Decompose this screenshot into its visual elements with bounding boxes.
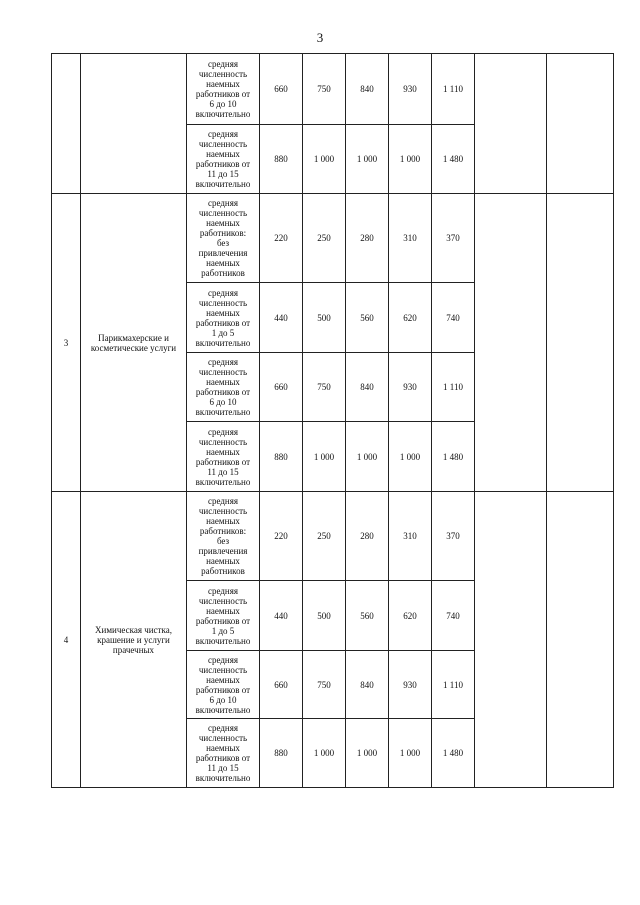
table-row: [52, 492, 614, 581]
value-cell: 310: [389, 492, 432, 581]
value-cell: 1 110: [432, 651, 475, 719]
page-number: 3: [316, 30, 324, 45]
value-cell: 250: [303, 492, 346, 581]
value-cell: 880: [260, 125, 303, 194]
value-cell: 930: [389, 651, 432, 719]
value-cell: 740: [432, 283, 475, 353]
value-cell: 220: [260, 492, 303, 581]
value-cell: 750: [303, 353, 346, 422]
value-cell: 1 110: [432, 54, 475, 125]
value-cell: 1 110: [432, 353, 475, 422]
value-cell: 1 480: [432, 125, 475, 194]
value-cell: 500: [303, 283, 346, 353]
empty-cell: [475, 194, 547, 492]
row-number: [52, 54, 81, 194]
value-cell: 250: [303, 194, 346, 283]
value-cell: 560: [346, 581, 389, 651]
value-cell: 1 480: [432, 719, 475, 788]
employee-count-description: средняя численность наемных работников: без привлечения наемных работников: [187, 194, 260, 283]
value-cell: 1 000: [303, 719, 346, 788]
employee-count-description: средняя численность наемных работников от 6 до 10 включительно: [187, 54, 260, 125]
value-cell: 440: [260, 283, 303, 353]
value-cell: 840: [346, 651, 389, 719]
tariff-table: [51, 53, 614, 788]
value-cell: 310: [389, 194, 432, 283]
employee-count-description: средняя численность наемных работников от 11 до 15 включительно: [187, 125, 260, 194]
service-name: Химическая чистка, крашение и услуги прачечных: [81, 492, 187, 788]
employee-count-description: средняя численность наемных работников от 11 до 15 включительно: [187, 422, 260, 492]
value-cell: 930: [389, 54, 432, 125]
empty-cell: [547, 492, 614, 788]
value-cell: 1 000: [346, 422, 389, 492]
value-cell: 750: [303, 651, 346, 719]
value-cell: 840: [346, 54, 389, 125]
value-cell: 370: [432, 492, 475, 581]
value-cell: 220: [260, 194, 303, 283]
empty-cell: [547, 194, 614, 492]
employee-count-description: средняя численность наемных работников: без привлечения наемных работников: [187, 492, 260, 581]
employee-count-description: средняя численность наемных работников от 6 до 10 включительно: [187, 353, 260, 422]
value-cell: 1 480: [432, 422, 475, 492]
empty-cell: [547, 54, 614, 194]
value-cell: 880: [260, 719, 303, 788]
value-cell: 560: [346, 283, 389, 353]
table-row: [52, 54, 614, 125]
value-cell: 1 000: [389, 422, 432, 492]
value-cell: 1 000: [389, 719, 432, 788]
employee-count-description: средняя численность наемных работников от 11 до 15 включительно: [187, 719, 260, 788]
value-cell: 750: [303, 54, 346, 125]
value-cell: 660: [260, 54, 303, 125]
value-cell: 1 000: [389, 125, 432, 194]
value-cell: 660: [260, 353, 303, 422]
value-cell: 280: [346, 492, 389, 581]
value-cell: 620: [389, 581, 432, 651]
value-cell: 620: [389, 283, 432, 353]
employee-count-description: средняя численность наемных работников от 6 до 10 включительно: [187, 651, 260, 719]
service-name: Парикмахерские и косметические услуги: [81, 194, 187, 492]
value-cell: 740: [432, 581, 475, 651]
value-cell: 280: [346, 194, 389, 283]
empty-cell: [475, 492, 547, 788]
value-cell: 880: [260, 422, 303, 492]
value-cell: 440: [260, 581, 303, 651]
value-cell: 660: [260, 651, 303, 719]
value-cell: 370: [432, 194, 475, 283]
empty-cell: [475, 54, 547, 194]
row-number: 3: [52, 194, 81, 492]
value-cell: 500: [303, 581, 346, 651]
employee-count-description: средняя численность наемных работников от 1 до 5 включительно: [187, 283, 260, 353]
employee-count-description: средняя численность наемных работников от 1 до 5 включительно: [187, 581, 260, 651]
value-cell: 1 000: [303, 422, 346, 492]
value-cell: 1 000: [346, 125, 389, 194]
table-row: [52, 194, 614, 283]
value-cell: 1 000: [346, 719, 389, 788]
service-name: [81, 54, 187, 194]
row-number: 4: [52, 492, 81, 788]
value-cell: 1 000: [303, 125, 346, 194]
value-cell: 930: [389, 353, 432, 422]
value-cell: 840: [346, 353, 389, 422]
